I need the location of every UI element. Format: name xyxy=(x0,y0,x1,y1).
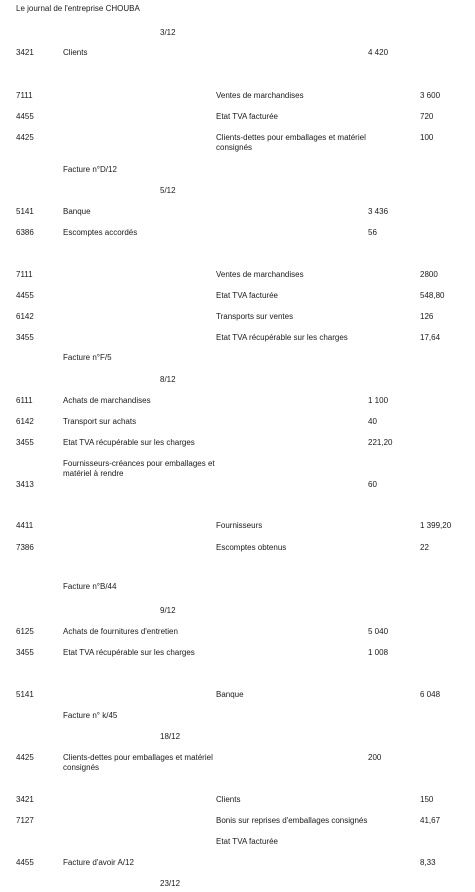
entry-date: 23/12 xyxy=(160,879,181,888)
entry-date: 8/12 xyxy=(160,375,176,384)
credit-account-label: Etat TVA facturée xyxy=(216,112,278,121)
invoice-reference: Facture n° k/45 xyxy=(63,711,118,720)
account-code: 6125 xyxy=(16,627,34,636)
account-code: 5141 xyxy=(16,207,34,216)
debit-account-label: Etat TVA récupérable sur les charges xyxy=(63,648,195,657)
account-code: 6386 xyxy=(16,228,34,237)
credit-account-label: Escomptes obtenus xyxy=(216,543,287,552)
account-code: 7386 xyxy=(16,543,34,552)
account-code: 3421 xyxy=(16,48,34,57)
account-code: 3455 xyxy=(16,438,34,447)
account-code: 7111 xyxy=(16,91,33,100)
account-code: 3455 xyxy=(16,333,34,342)
credit-amount: 126 xyxy=(420,312,434,321)
invoice-reference: Facture n°F/5 xyxy=(63,353,112,362)
credit-account-label: Etat TVA récupérable sur les charges xyxy=(216,333,348,342)
account-code: 4425 xyxy=(16,133,34,142)
account-code: 7111 xyxy=(16,270,33,279)
credit-amount: 3 600 xyxy=(420,91,441,100)
account-code: 4455 xyxy=(16,112,34,121)
credit-amount: 100 xyxy=(420,133,434,142)
debit-account-label: Etat TVA récupérable sur les charges xyxy=(63,438,195,447)
debit-amount: 60 xyxy=(368,480,377,489)
credit-amount: 2800 xyxy=(420,270,438,279)
credit-account-label: Clients-dettes pour emballages et matériel consignés xyxy=(216,133,366,152)
credit-amount: 548,80 xyxy=(420,291,445,300)
invoice-reference: Facture n°D/12 xyxy=(63,165,117,174)
account-code: 4425 xyxy=(16,753,34,762)
debit-account-label: Achats de fournitures d'entretien xyxy=(63,627,178,636)
entry-date: 9/12 xyxy=(160,606,176,615)
credit-account-label: Banque xyxy=(216,690,244,699)
account-code: 5141 xyxy=(16,690,34,699)
credit-amount: 1 399,20 xyxy=(420,521,452,530)
credit-account-label: Fournisseurs xyxy=(216,521,263,530)
account-code: 4411 xyxy=(16,521,34,530)
invoice-reference: Facture d'avoir A/12 xyxy=(63,858,134,867)
debit-account-label: Achats de marchandises xyxy=(63,396,151,405)
credit-account-label: Ventes de marchandises xyxy=(216,91,304,100)
debit-amount: 1 100 xyxy=(368,396,389,405)
credit-account-label: Etat TVA facturée xyxy=(216,291,278,300)
debit-account-label: Escomptes accordés xyxy=(63,228,138,237)
credit-amount: 6 048 xyxy=(420,690,441,699)
credit-amount: 22 xyxy=(420,543,429,552)
debit-amount: 3 436 xyxy=(368,207,389,216)
debit-amount: 4 420 xyxy=(368,48,389,57)
debit-amount: 1 008 xyxy=(368,648,389,657)
journal-title: Le journal de l'entreprise CHOUBA xyxy=(16,4,140,13)
credit-amount: 150 xyxy=(420,795,434,804)
credit-account-label: Bonis sur reprises d'emballages consignés xyxy=(216,816,368,825)
debit-account-label: Fournisseurs-créances pour emballages et matériel à rendre xyxy=(63,459,215,478)
credit-account-label: Etat TVA facturée xyxy=(216,837,278,846)
debit-amount: 200 xyxy=(368,753,382,762)
debit-account-label: Clients xyxy=(63,48,88,57)
debit-amount: 56 xyxy=(368,228,377,237)
invoice-reference: Facture n°B/44 xyxy=(63,582,117,591)
debit-account-label: Banque xyxy=(63,207,91,216)
account-code: 6142 xyxy=(16,312,34,321)
credit-amount: 41,67 xyxy=(420,816,441,825)
debit-amount: 221,20 xyxy=(368,438,393,447)
account-code: 3455 xyxy=(16,648,34,657)
entry-date: 3/12 xyxy=(160,28,176,37)
account-code: 4455 xyxy=(16,291,34,300)
account-code: 6111 xyxy=(16,396,33,405)
debit-account-label: Transport sur achats xyxy=(63,417,137,426)
credit-account-label: Transports sur ventes xyxy=(216,312,294,321)
credit-amount: 17,64 xyxy=(420,333,441,342)
debit-amount: 40 xyxy=(368,417,377,426)
account-code: 3413 xyxy=(16,480,34,489)
account-code: 7127 xyxy=(16,816,34,825)
credit-account-label: Clients xyxy=(216,795,241,804)
credit-account-label: Ventes de marchandises xyxy=(216,270,304,279)
entry-date: 5/12 xyxy=(160,186,176,195)
debit-amount: 5 040 xyxy=(368,627,389,636)
credit-amount: 720 xyxy=(420,112,434,121)
entry-date: 18/12 xyxy=(160,732,181,741)
account-code: 4455 xyxy=(16,858,34,867)
credit-amount: 8,33 xyxy=(420,858,436,867)
account-code: 3421 xyxy=(16,795,34,804)
account-code: 6142 xyxy=(16,417,34,426)
debit-account-label: Clients-dettes pour emballages et matériel consignés xyxy=(63,753,213,772)
